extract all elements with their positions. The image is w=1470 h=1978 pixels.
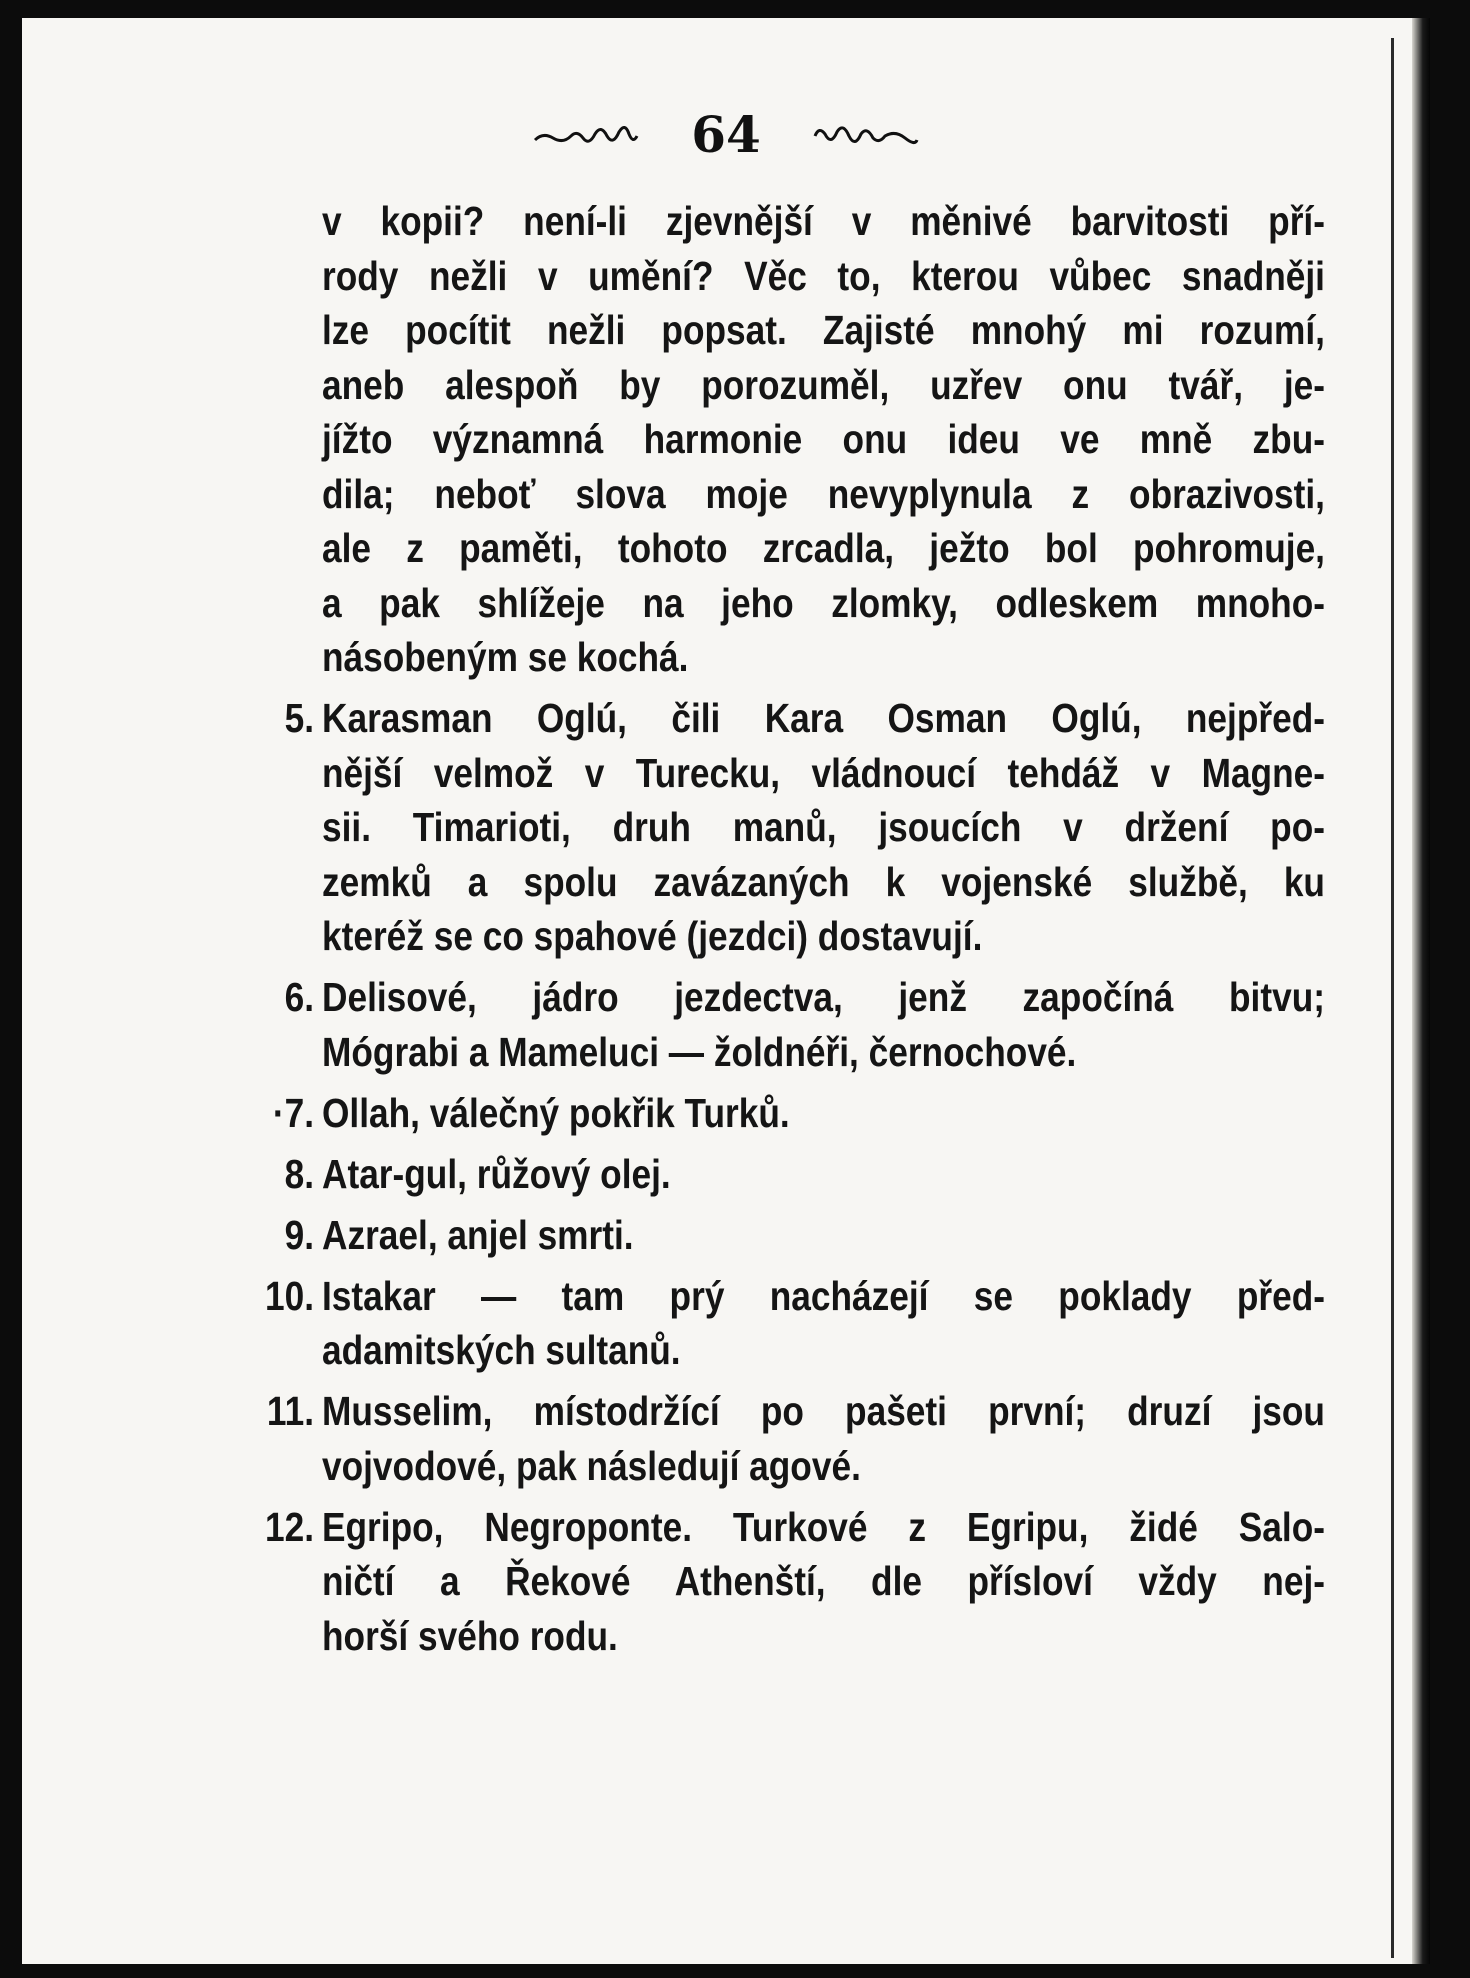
note-number: 8.: [284, 1150, 314, 1197]
text-line: Istakar — tam prý nacházejí se poklady před-: [321, 1272, 1325, 1319]
note-number: 9.: [284, 1211, 314, 1258]
text-line: Azrael, anjel smrti.: [321, 1211, 634, 1258]
text-line: Egripo, Negroponte. Turkové z Egripu, židé Salo-: [321, 1503, 1325, 1550]
page-header: [22, 96, 1430, 166]
text-line: rody nežli v umění? Věc to, kterou vůbec snadněji: [321, 252, 1325, 299]
text-line: Musselim, místodržící po pašeti první; druzí jsou: [321, 1388, 1325, 1435]
note-number: 11.: [266, 1388, 314, 1435]
text-line: zemků a spolu zavázaných k vojenské službě, ku: [321, 858, 1325, 905]
text-line: Delisové, jádro jezdectva, jenž započíná bitvu;: [321, 974, 1325, 1021]
note-number: ·7.: [272, 1089, 314, 1136]
text-line: a pak shlížeje na jeho zlomky, odleskem mnoho-: [321, 579, 1325, 626]
text-line: ale z paměti, tohoto zrcadla, ježto bol pohromuje,: [321, 525, 1325, 571]
text-line: vojvodové, pak následují agové.: [321, 1442, 861, 1489]
text-line: Ollah, válečný pokřik Turků.: [321, 1089, 790, 1136]
book-page: [22, 18, 1430, 1964]
right-ornament-icon: [779, 120, 919, 150]
text-line: Mógrabi a Mameluci — žoldnéři, černochové.: [321, 1028, 1077, 1075]
note-number: 12.: [264, 1503, 314, 1550]
note-number: 6.: [284, 974, 314, 1021]
text-line: nější velmož v Turecku, vládnoucí tehdáž v Magne-: [321, 749, 1325, 796]
text-line: sii. Timarioti, druh manů, jsoucích v držení po-: [321, 804, 1325, 851]
note-number: 5.: [284, 695, 314, 742]
text-line: lze pocítit nežli popsat. Zajisté mnohý mi rozumí,: [321, 307, 1325, 353]
note-number: 10.: [264, 1272, 314, 1319]
text-line: násobeným se kochá.: [321, 634, 689, 680]
text-line: horší svého rodu.: [321, 1612, 618, 1659]
text-line: ničtí a Řekové Athenští, dle přísloví vždy nej-: [321, 1558, 1325, 1605]
text-line: v kopii? není-li zjevnější v měnivé barvitosti pří-: [321, 198, 1325, 244]
text-line: jížto významná harmonie onu ideu ve mně zbu-: [321, 416, 1325, 462]
text-line: aneb alespoň by porozuměl, uzřev onu tvář, je-: [321, 361, 1325, 408]
text-line: adamitských sultanů.: [321, 1327, 681, 1374]
text-line: dila; neboť slova moje nevyplynula z obrazivosti,: [321, 470, 1325, 517]
left-ornament-icon: [533, 120, 673, 150]
page-edge-line: [1391, 38, 1394, 1958]
text-line: Atar-gul, růžový olej.: [321, 1150, 671, 1197]
page-number: 64: [691, 105, 761, 164]
binding-edge: [1412, 18, 1430, 1964]
text-line: kteréž se co spahové (jezdci) dostavují.: [321, 913, 983, 960]
text-line: Karasman Oglú, čili Kara Osman Oglú, nejpřed-: [321, 695, 1325, 742]
